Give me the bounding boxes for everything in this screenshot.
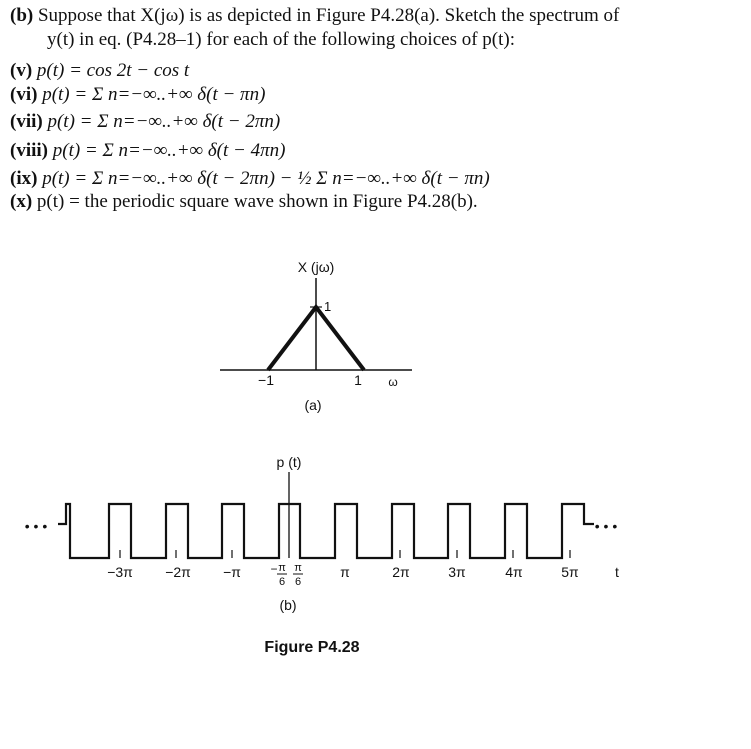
figure-b-ellipsis-left: • • • <box>24 518 48 534</box>
item-label: (x) <box>10 191 33 212</box>
part-label: (b) <box>10 5 34 26</box>
intro-text-2: y(t) in eq. (P4.28–1) for each of the following choices of p(t): <box>47 29 516 50</box>
tick-label: π <box>340 564 350 580</box>
figure-title: Figure P4.28 <box>264 639 360 656</box>
neg-sign: − <box>270 562 278 576</box>
item-expression: p(t) = Σ n=−∞..+∞ δ(t − 4πn) <box>52 140 286 161</box>
square-wave <box>58 504 594 558</box>
figure-a-caption: (a) <box>304 397 322 413</box>
tick-label: 3π <box>448 564 466 580</box>
item-expression: p(t) = Σ n=−∞..+∞ δ(t − 2πn) − ½ Σ n=−∞..+∞ δ(t − πn) <box>42 168 490 189</box>
figure-a-tick-right: 1 <box>354 372 362 388</box>
tick-label: 5π <box>561 564 579 580</box>
frac-pos-numerator: π <box>294 562 302 574</box>
tick-label: 4π <box>505 564 523 580</box>
figure-b-ellipsis-right: • • • <box>594 518 618 534</box>
figure-b <box>25 454 619 613</box>
item-expression: p(t) = Σ n=−∞..+∞ δ(t − 2πn) <box>47 111 281 132</box>
figure-a-peak-label: 1 <box>324 299 332 314</box>
figure-b-xlabel: t <box>615 564 619 580</box>
figure-a-ylabel: X (jω) <box>297 259 335 275</box>
figure-b-caption: (b) <box>279 597 297 613</box>
figure-a-xlabel: ω <box>388 375 398 389</box>
item-label: (viii) <box>10 140 48 161</box>
tick-label: −π <box>223 564 241 580</box>
fraction-ticks <box>270 562 303 588</box>
tick-label: −3π <box>107 564 133 580</box>
item-expression: p(t) = Σ n=−∞..+∞ δ(t − πn) <box>42 84 266 105</box>
item-expression: p(t) = cos 2t − cos t <box>36 60 190 81</box>
frac-pos-denominator: 6 <box>294 576 302 588</box>
intro-text-1: Suppose that X(jω) is as depicted in Figure P4.28(a). Sketch the spectrum of <box>37 5 620 26</box>
figure-a <box>220 259 412 413</box>
item-label: (ix) <box>10 168 38 189</box>
frac-neg-denominator: 6 <box>278 576 286 588</box>
figure-b-ylabel: p (t) <box>276 454 302 470</box>
tick-label: 2π <box>392 564 410 580</box>
tick-label: −2π <box>165 564 191 580</box>
item-label: (v) <box>10 60 33 81</box>
item-expression: p(t) = the periodic square wave shown in Figure P4.28(b). <box>36 191 478 212</box>
figure-a-tick-left: −1 <box>258 372 274 388</box>
item-label: (vi) <box>10 84 38 105</box>
item-label: (vii) <box>10 111 43 132</box>
frac-neg-numerator: π <box>278 562 286 574</box>
